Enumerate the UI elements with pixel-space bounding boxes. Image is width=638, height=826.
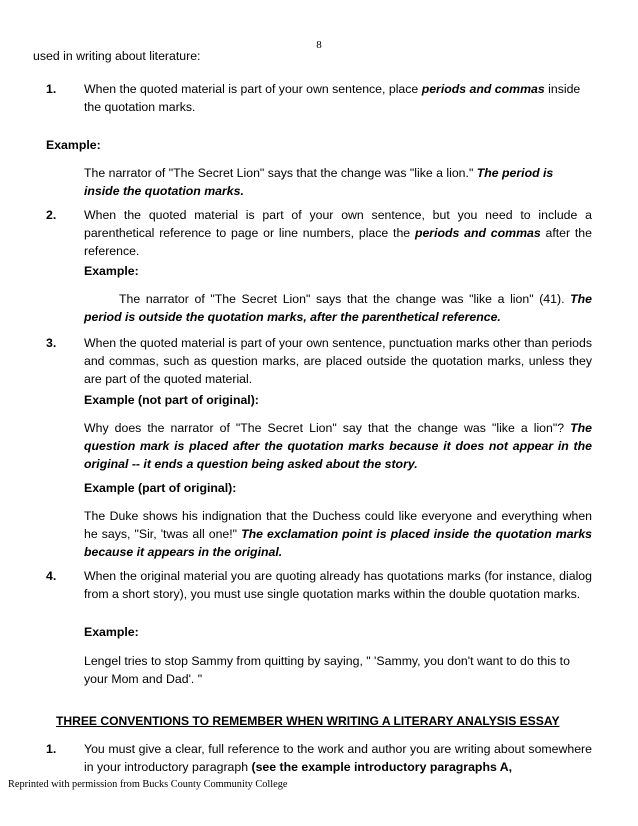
example-1-text bbox=[84, 164, 592, 200]
item-3-example-a bbox=[84, 419, 592, 473]
item-4-number: 4. bbox=[46, 569, 57, 583]
convention-1-text-before: You must give a clear, full reference to the work and author you are writing about somewhere in your introductory paragraph bbox=[84, 742, 592, 774]
item-2-text bbox=[84, 206, 592, 260]
item-4-example-sentence: Lengel tries to stop Sammy from quitting by saying, " 'Sammy, you don't want to do this to your Mom and Dad'. " bbox=[84, 654, 570, 686]
item-3-example-a-label: Example (not part of original): bbox=[84, 393, 259, 407]
example-1-label: Example: bbox=[46, 138, 101, 152]
example-1-sentence: The narrator of "The Secret Lion" says that the change was "like a lion." bbox=[84, 166, 477, 180]
item-2-example-sentence: The narrator of "The Secret Lion" says that the change was "like a lion" (41). bbox=[119, 292, 571, 306]
item-3-number: 3. bbox=[46, 336, 57, 350]
convention-1-bold-text: (see the example introductory paragraphs A, bbox=[251, 760, 513, 774]
item-3-example-b bbox=[84, 507, 592, 561]
item-4-text: When the original material you are quoting already has quotations marks (for instance, dialog from a short story), you must use single quotation marks within the double quotation marks. bbox=[84, 569, 592, 601]
item-3-text: When the quoted material is part of your own sentence, punctuation marks other than periods and commas, such as question marks, are placed outside the quotation marks, unless they are part of the quoted material. bbox=[84, 336, 592, 386]
footer: Reprinted with permission from Bucks County Community College bbox=[8, 779, 288, 790]
intro-line: used in writing about literature: bbox=[33, 49, 201, 63]
page-number: 8 bbox=[316, 39, 322, 51]
item-3-example-b-sentence: The Duke shows his indignation that the Duchess could like everyone and everything when he says, "Sir, 'twas all one!" bbox=[84, 509, 592, 541]
item-1-text bbox=[84, 80, 592, 116]
item-2-text-before: When the quoted material is part of your own sentence, but you need to include a parenthetical reference to page or line numbers, place the bbox=[84, 208, 592, 240]
item-1-emphasis: periods and commas bbox=[421, 82, 545, 96]
item-3-example-a-sentence: Why does the narrator of "The Secret Lion" say that the change was "like a lion"? bbox=[84, 421, 571, 435]
item-1-text-after: inside the quotation marks. bbox=[84, 82, 581, 114]
section-heading: THREE CONVENTIONS TO REMEMBER WHEN WRITING A LITERARY ANALYSIS ESSAY bbox=[56, 714, 560, 728]
item-3-example-a-note: The question mark is placed after the quotation marks because it does not appear in the original -- it ends a question being asked about the story. bbox=[84, 421, 592, 471]
item-1-text-before: When the quoted material is part of your own sentence, place bbox=[84, 82, 422, 96]
item-2-emphasis: periods and commas bbox=[414, 226, 541, 240]
convention-1-number: 1. bbox=[46, 742, 57, 756]
item-3-example-b-note: The exclamation point is placed inside the quotation marks because it appears in the original. bbox=[84, 527, 593, 559]
item-1-number: 1. bbox=[46, 82, 57, 96]
item-2-example bbox=[84, 290, 592, 326]
item-2-text-after: after the reference. bbox=[84, 226, 592, 258]
item-2-example-note: The period is outside the quotation marks, after the parenthetical reference. bbox=[84, 292, 592, 324]
item-4-example-label: Example: bbox=[84, 625, 139, 639]
item-2-example-label: Example: bbox=[84, 264, 139, 278]
example-1-note: The period is inside the quotation marks. bbox=[84, 166, 554, 198]
item-2-number: 2. bbox=[46, 208, 57, 222]
convention-1-text bbox=[84, 740, 592, 776]
item-3-example-b-label: Example (part of original): bbox=[84, 481, 237, 495]
